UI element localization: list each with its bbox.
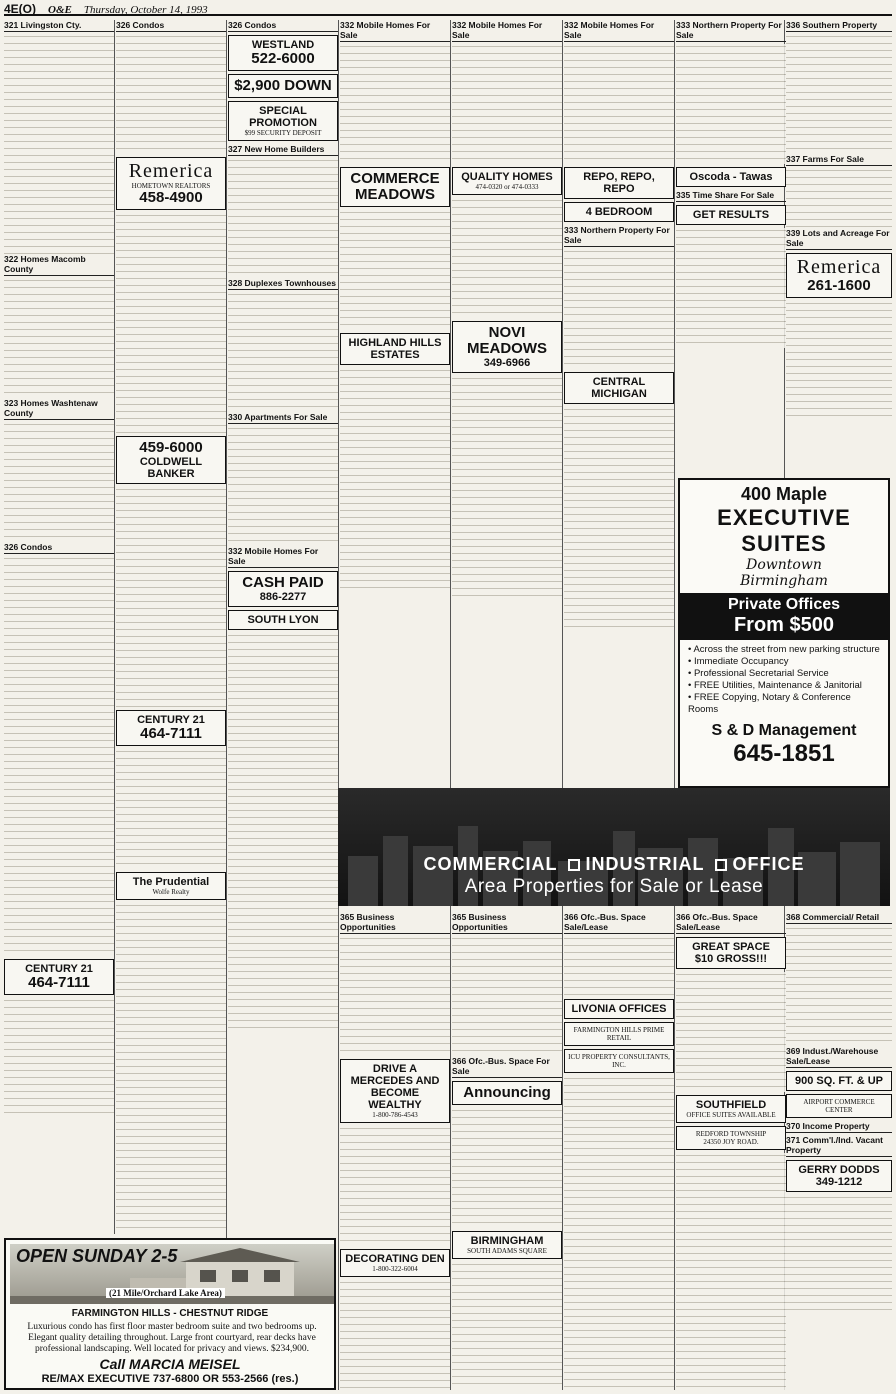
- listing-text: [4, 556, 114, 956]
- column-1: [4, 20, 114, 1232]
- southfield-ad: [676, 1095, 786, 1123]
- listing-text: [4, 278, 114, 398]
- listing-text: [340, 936, 450, 1056]
- central-michigan-title: CENTRAL MICHIGAN: [591, 376, 647, 400]
- airport-commerce-ad: [786, 1094, 892, 1118]
- banner-industrial: INDUSTRIAL: [585, 854, 705, 874]
- oscoda-title: Oscoda - Tawas: [689, 171, 773, 183]
- repo-ad: [564, 167, 674, 199]
- pricing-ad: [228, 74, 338, 98]
- central-michigan-ad: [564, 372, 674, 404]
- mercedes-phone: 1-800-786-4543: [372, 1111, 418, 1119]
- column-7: [676, 20, 786, 475]
- listing-text: [786, 1195, 892, 1315]
- century21-ad-2: [116, 710, 226, 746]
- quality-homes-ad: [452, 167, 562, 195]
- section-header: 336 Southern Property: [786, 20, 892, 32]
- listing-text: [564, 1076, 674, 1390]
- column-rule: [338, 20, 339, 1390]
- banner-commercial: COMMERCIAL: [423, 854, 558, 874]
- listing-text: [452, 1262, 562, 1390]
- listing-text: [676, 972, 786, 1092]
- column-5-lower: [452, 912, 562, 1390]
- pricing-text: $2,900 DOWN: [234, 77, 332, 94]
- century21-ad: [4, 959, 114, 995]
- open-sunday-subhead: FARMINGTON HILLS - CHESTNUT RIDGE: [71, 1308, 269, 1319]
- westland-ad: [228, 35, 338, 71]
- commerce-meadows-name: COMMERCE MEADOWS: [350, 170, 440, 203]
- remerica-name: Remerica: [128, 160, 214, 182]
- exec-offer-bar: [680, 593, 888, 640]
- coldwell-ad: [116, 436, 226, 484]
- section-header: 322 Homes Macomb County: [4, 254, 114, 276]
- novi-meadows-name: NOVI MEADOWS: [467, 324, 547, 357]
- exec-script-2: Birmingham: [740, 573, 828, 589]
- exec-company: S & D Management: [711, 722, 857, 739]
- section-header: 371 Comm'l./Ind. Vacant Property: [786, 1135, 892, 1157]
- birmingham-sub: SOUTH ADAMS SQUARE: [467, 1247, 547, 1255]
- announcing-title: Announcing: [463, 1084, 551, 1101]
- column-rule: [674, 20, 675, 1390]
- section-header: 328 Duplexes Townhouses: [228, 278, 337, 288]
- listing-text: [116, 213, 226, 433]
- coldwell-name: COLDWELL BANKER: [139, 456, 203, 480]
- exec-script-1: Downtown: [746, 557, 822, 573]
- section-header: 321 Livingston Cty.: [4, 20, 114, 32]
- open-sunday-ad: [4, 1238, 336, 1390]
- listing-text: [452, 936, 562, 1056]
- listing-text: [786, 301, 892, 421]
- listing-text: [340, 210, 450, 330]
- listing-text: [676, 228, 786, 348]
- exec-phone: 645-1851: [733, 740, 835, 767]
- listing-text: [564, 407, 674, 627]
- listing-text: [340, 1126, 450, 1246]
- section-header: 339 Lots and Acreage For Sale: [786, 228, 892, 250]
- section-header: 330 Apartments For Sale: [228, 412, 338, 424]
- checkbox-icon: [715, 859, 727, 871]
- great-space-title: GREAT SPACE: [692, 941, 770, 953]
- banner-office: OFFICE: [732, 854, 805, 874]
- section-header: 365 Business Opportunities: [452, 912, 562, 934]
- exec-offer-2: From $500: [733, 614, 835, 636]
- open-sunday-phone: 737-6800 OR 553-2566 (res.): [152, 1373, 299, 1385]
- section-header: 333 Northern Property For Sale: [676, 20, 786, 42]
- listing-text: [4, 998, 114, 1118]
- section-header: 332 Mobile Homes For Sale: [340, 20, 450, 42]
- plymouth-space-title: 900 SQ. FT. & UP: [794, 1075, 884, 1087]
- exec-feature-list: [680, 644, 888, 716]
- listing-text: [452, 376, 562, 596]
- section-header: 366 Ofc.-Bus. Space For Sale: [452, 1056, 562, 1078]
- highland-hills-name: HIGHLAND HILLS ESTATES: [348, 337, 442, 361]
- icu-title: ICU PROPERTY CONSULTANTS, INC.: [568, 1053, 670, 1069]
- century21-phone: 464-7111: [140, 725, 202, 742]
- listing-text: [564, 44, 674, 164]
- century21-name: CENTURY 21: [137, 714, 205, 726]
- repo-title: REPO, REPO, REPO: [583, 171, 655, 195]
- listing-text: [4, 422, 114, 542]
- oscoda-ad: [676, 167, 786, 187]
- section-header: 326 Condos: [228, 20, 338, 32]
- listing-text: [564, 249, 674, 369]
- westland-phone: 522-6000: [251, 50, 315, 67]
- open-sunday-address: (21 Mile/Orchard Lake Area): [106, 1288, 225, 1298]
- listing-text: [452, 44, 562, 164]
- novi-meadows-phone: 349-6966: [483, 357, 531, 369]
- get-results-title: GET RESULTS: [692, 209, 770, 221]
- section-header: 370 Income Property: [786, 1121, 892, 1133]
- column-5: [452, 20, 562, 800]
- exec-feature: • FREE Utilities, Maintenance & Janitorial: [688, 680, 862, 691]
- four-bedroom-ad: [564, 202, 674, 222]
- section-header: 333 Northern Property For Sale: [564, 225, 674, 247]
- four-bedroom-title: 4 BEDROOM: [585, 206, 653, 218]
- century21-phone: 464-7111: [28, 974, 90, 991]
- open-sunday-description: Luxurious condo has first floor master bedroom suite and two bedrooms up. Elegant quality detailing throughout. Large front courtyard, rear decks have professional landscaping. Well located for privacy and views. $234,900.: [27, 1322, 317, 1354]
- office-suites-title: OFFICE SUITES AVAILABLE: [686, 1111, 776, 1119]
- mercedes-title: DRIVE A MERCEDES AND BECOME WEALTHY: [350, 1063, 440, 1111]
- remerica-suburban-phone: 261-1600: [807, 277, 871, 294]
- prudential-ad: [116, 872, 226, 900]
- commerce-meadows-ad: [340, 167, 450, 207]
- special-promo-title: SPECIAL PROMOTION: [249, 105, 317, 129]
- checkbox-icon: [568, 859, 580, 871]
- exec-feature: • Across the street from new parking structure: [688, 644, 880, 655]
- prudential-name: The Prudential: [132, 876, 210, 888]
- exec-address: 400 Maple: [740, 484, 828, 504]
- birmingham-ad: [452, 1231, 562, 1259]
- remerica-suburban-name: Remerica: [796, 256, 882, 278]
- get-results-ad: [676, 205, 786, 225]
- great-space-ad: [676, 937, 786, 969]
- section-header: 368 Commercial/ Retail: [786, 912, 892, 924]
- section-header: 366 Ofc.-Bus. Space Sale/Lease: [676, 912, 786, 934]
- westland-name: WESTLAND: [251, 39, 315, 51]
- listing-text: [786, 168, 892, 228]
- prudential-sub: Wolfe Realty: [152, 888, 190, 896]
- column-6: [564, 20, 674, 800]
- southfield-title: SOUTHFIELD: [695, 1099, 767, 1111]
- highland-hills-ad: [340, 333, 450, 365]
- open-sunday-headline: OPEN SUNDAY 2-5: [16, 1246, 178, 1266]
- decorating-den-name: DECORATING DEN: [345, 1253, 445, 1265]
- section-header: 327 New Home Builders: [228, 144, 338, 156]
- coldwell-phone: 459-6000: [139, 439, 203, 456]
- column-rule: [450, 20, 451, 1390]
- exec-feature: • Professional Secretarial Service: [688, 668, 829, 679]
- section-header: 337 Farms For Sale: [786, 154, 892, 166]
- page-number: 4E(O): [4, 2, 37, 16]
- quality-homes-name: QUALITY HOMES: [461, 171, 553, 183]
- birmingham-title: BIRMINGHAM: [470, 1235, 544, 1247]
- page-masthead: [4, 2, 892, 16]
- section-header: 332 Mobile Homes For Sale: [228, 546, 338, 568]
- cashpaid-phone: 886-2277: [259, 591, 307, 603]
- open-sunday-agency-name: RE/MAX EXECUTIVE: [41, 1373, 150, 1385]
- gerry-dodds-name: GERRY DODDS: [798, 1164, 880, 1176]
- exec-title: EXECUTIVE SUITES: [717, 505, 851, 556]
- remerica-ad: [116, 157, 226, 210]
- column-4-lower: [340, 912, 450, 1390]
- cashpaid-ad: [228, 571, 338, 607]
- column-rule: [562, 20, 563, 1390]
- section-header: 326 Condos: [4, 542, 114, 554]
- open-sunday-call: Call MARCIA MEISEL: [99, 1356, 241, 1372]
- cashpaid-title: CASH PAID: [242, 574, 324, 591]
- redford-address: 24350 JOY ROAD.: [703, 1138, 759, 1146]
- banner-line-2: Area Properties for Sale or Lease: [464, 876, 764, 897]
- redford-title: REDFORD TOWNSHIP: [695, 1130, 767, 1138]
- section-header: 326 Condos: [116, 20, 226, 32]
- section-header: 365 Business Opportunities: [340, 912, 450, 934]
- listing-text: [116, 749, 226, 869]
- farmington-retail-title: FARMINGTON HILLS PRIME RETAIL: [573, 1026, 665, 1042]
- column-8: [786, 20, 892, 475]
- farmington-retail-ad: [564, 1022, 674, 1046]
- listing-text: [786, 926, 892, 1046]
- column-rule: [226, 20, 227, 1390]
- exec-feature: • Immediate Occupancy: [688, 656, 789, 667]
- plymouth-space-ad: [786, 1071, 892, 1091]
- gerry-dodds-phone: 349-1212: [815, 1176, 863, 1188]
- gerry-dodds-ad: [786, 1160, 892, 1192]
- section-header: 369 Indust./Warehouse Sale/Lease: [786, 1046, 892, 1068]
- open-sunday-agency: [6, 1373, 334, 1385]
- novi-meadows-ad: [452, 321, 562, 373]
- listing-text: [116, 487, 226, 707]
- column-7-lower: [676, 912, 786, 1390]
- section-header: 332 Mobile Homes For Sale: [452, 20, 562, 42]
- publication-name: O&E: [48, 4, 72, 16]
- listing-text: [228, 426, 338, 546]
- column-2: [116, 20, 226, 1232]
- listing-text: [786, 34, 892, 154]
- section-header: 332 Mobile Homes For Sale: [564, 20, 674, 42]
- gross-title: $10 GROSS!!!: [694, 953, 768, 965]
- section-header: 335 Time Share For Sale: [676, 190, 786, 202]
- decorating-den-ad: [340, 1249, 450, 1277]
- listing-text: [116, 903, 226, 1232]
- remerica-phone: 458-4900: [139, 189, 203, 206]
- livonia-offices-ad: [564, 999, 674, 1019]
- mercedes-ad: [340, 1059, 450, 1123]
- special-promo-sub: $99 SECURITY DEPOSIT: [244, 129, 322, 137]
- special-promo-ad: [228, 101, 338, 141]
- exec-offer-1: Private Offices: [727, 596, 841, 613]
- redford-ad: [676, 1126, 786, 1150]
- banner-line-1: [338, 854, 890, 875]
- section-header: 323 Homes Washtenaw County: [4, 398, 114, 420]
- listing-text: [452, 198, 562, 318]
- remerica-suburban-ad: [786, 253, 892, 298]
- listing-text: [4, 34, 114, 254]
- quality-homes-phone: 474-0320 or 474-0333: [475, 183, 539, 191]
- commercial-banner: [338, 788, 890, 906]
- announcing-ad: [452, 1081, 562, 1105]
- listing-text: [452, 1108, 562, 1228]
- listing-text: [564, 936, 674, 996]
- southlyon-ad: [228, 610, 338, 630]
- listing-text: [676, 1153, 786, 1390]
- column-6-lower: [564, 912, 674, 1390]
- column-8-lower: [786, 912, 892, 1390]
- exec-feature: • FREE Copying, Notary & Conference Rooms: [688, 692, 851, 715]
- livonia-offices-title: LIVONIA OFFICES: [571, 1003, 667, 1015]
- section-header: 366 Ofc.-Bus. Space Sale/Lease: [564, 912, 674, 934]
- executive-suites-ad: [678, 478, 890, 788]
- listing-text: [340, 44, 450, 164]
- column-4: [340, 20, 450, 800]
- listing-text: [116, 34, 226, 154]
- publication-date: Thursday, October 14, 1993: [83, 4, 208, 16]
- listing-text: [340, 368, 450, 588]
- column-rule: [114, 20, 115, 1234]
- century21-name: CENTURY 21: [25, 963, 93, 975]
- listing-text: [228, 292, 338, 412]
- airport-commerce-title: AIRPORT COMMERCE CENTER: [803, 1098, 875, 1114]
- remerica-sub: HOMETOWN REALTORS: [131, 182, 211, 190]
- listing-text: [676, 44, 786, 164]
- icu-ad: [564, 1049, 674, 1073]
- column-3: [228, 20, 338, 1390]
- southlyon-name: SOUTH LYON: [247, 614, 319, 626]
- listing-text: [340, 1280, 450, 1390]
- decorating-den-phone: 1-800-322-6004: [372, 1265, 418, 1273]
- listing-text: [228, 158, 338, 278]
- listing-text: [228, 633, 338, 1033]
